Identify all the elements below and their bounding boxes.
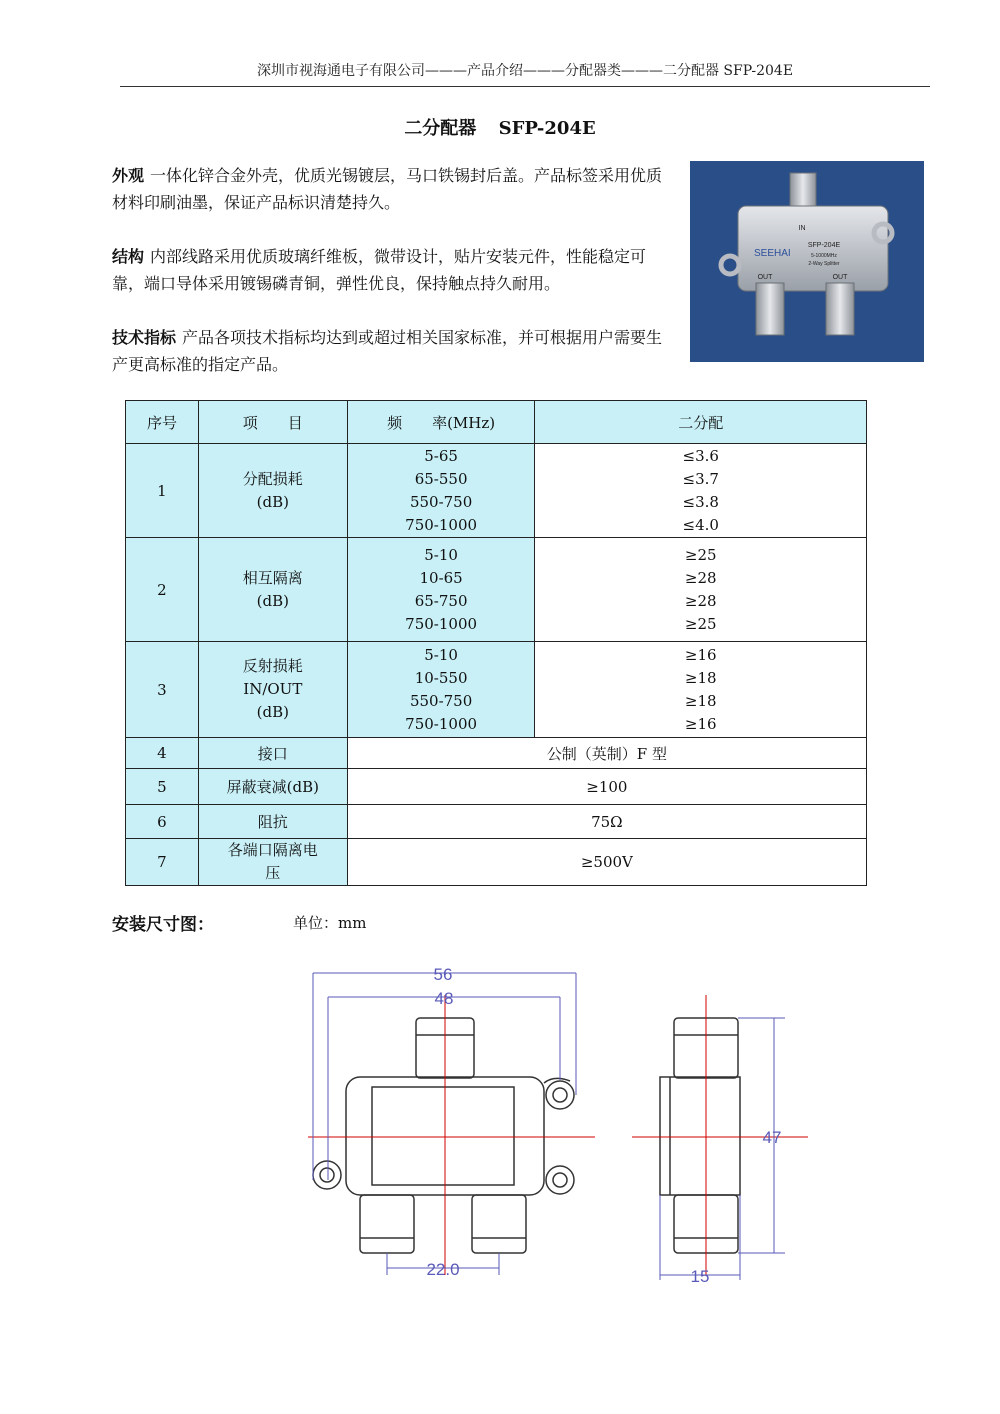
photo-out1-label: OUT <box>757 274 773 281</box>
row-no: 3 <box>126 642 199 738</box>
header-cell: 二分配 <box>535 401 867 444</box>
header-cell: 序号 <box>126 401 199 444</box>
row-merged-value: 75Ω <box>347 805 866 839</box>
section-text: 产品各项技术指标均达到或超过相关国家标准，并可根据用户需要生产更高标准的指定产品。 <box>112 328 663 374</box>
row-no: 2 <box>126 538 199 642</box>
row-item: 相互隔离 (dB) <box>198 538 347 642</box>
title-name: 二分配器 <box>404 118 477 139</box>
row-item: 接口 <box>198 738 347 769</box>
row-item: 反射损耗 IN/OUT (dB) <box>198 642 347 738</box>
photo-model: SFP-204E <box>807 242 841 249</box>
page-title <box>0 114 1000 140</box>
row-no: 1 <box>126 444 199 538</box>
dim-height: 47 <box>762 1128 782 1147</box>
table-header-row <box>126 401 867 444</box>
row-merged-value: ≥500V <box>347 839 866 886</box>
dim-hole-spacing: 48 <box>434 989 454 1008</box>
header-cell: 频 率(MHz) <box>347 401 535 444</box>
row-freqs: 5-10 10-550 550-750 750-1000 <box>347 642 535 738</box>
row-item: 各端口隔离电 压 <box>198 839 347 886</box>
header-rule <box>120 86 930 87</box>
product-photo <box>690 161 924 362</box>
install-title: 安装尺寸图： <box>112 915 214 935</box>
install-unit: 单位：mm <box>293 914 367 932</box>
page-header: 深圳市视海通电子有限公司———产品介绍———分配器类———二分配器 SFP-204E <box>256 63 794 79</box>
dim-overall-width: 56 <box>433 965 453 984</box>
spec-table <box>125 400 867 886</box>
photo-desc: 2-Way Splitter <box>808 261 840 267</box>
row-no: 4 <box>126 738 199 769</box>
section-label: 结构 <box>112 247 145 266</box>
table-row <box>126 444 867 538</box>
row-item: 屏蔽衰减(dB) <box>198 769 347 805</box>
dimension-lines <box>313 973 785 1280</box>
row-merged-value: 公制（英制）F 型 <box>347 738 866 769</box>
row-item: 分配损耗 (dB) <box>198 444 347 538</box>
row-values: ≥16 ≥18 ≥18 ≥16 <box>535 642 867 738</box>
row-item: 阻抗 <box>198 805 347 839</box>
table-row <box>126 805 867 839</box>
dim-depth: 15 <box>690 1267 710 1286</box>
section-specs <box>112 324 672 378</box>
row-no: 5 <box>126 769 199 805</box>
dimension-drawing <box>290 955 830 1299</box>
front-view <box>313 1018 574 1253</box>
side-view <box>660 1018 740 1253</box>
row-merged-value: ≥100 <box>347 769 866 805</box>
photo-brand: SEEHAI <box>754 248 791 259</box>
header-cell: 项 目 <box>198 401 347 444</box>
table-row <box>126 538 867 642</box>
section-label: 技术指标 <box>112 328 177 347</box>
row-values: ≥25 ≥28 ≥28 ≥25 <box>535 538 867 642</box>
row-freqs: 5-10 10-65 65-750 750-1000 <box>347 538 535 642</box>
table-row <box>126 769 867 805</box>
center-lines <box>308 995 808 1275</box>
photo-out2-label: OUT <box>832 274 848 281</box>
photo-in-label: IN <box>798 225 806 232</box>
table-row <box>126 738 867 769</box>
photo-freq: 5-1000MHz <box>811 253 837 259</box>
section-label: 外观 <box>112 166 145 185</box>
table-row <box>126 642 867 738</box>
row-values: ≤3.6 ≤3.7 ≤3.8 ≤4.0 <box>535 444 867 538</box>
section-appearance <box>112 162 672 216</box>
row-freqs: 5-65 65-550 550-750 750-1000 <box>347 444 535 538</box>
title-model: SFP-204E <box>498 118 596 139</box>
section-structure <box>112 243 672 297</box>
row-no: 7 <box>126 839 199 886</box>
dim-out-spacing: 22.0 <box>426 1260 460 1279</box>
section-text: 内部线路采用优质玻璃纤维板，微带设计，贴片安装元件，性能稳定可靠，端口导体采用镀锡磷青铜，弹性优良，保持触点持久耐用。 <box>112 247 647 293</box>
table-row <box>126 839 867 886</box>
section-text: 一体化锌合金外壳，优质光锡镀层，马口铁锡封后盖。产品标签采用优质材料印刷油墨，保证产品标识清楚持久。 <box>112 166 663 212</box>
row-no: 6 <box>126 805 199 839</box>
